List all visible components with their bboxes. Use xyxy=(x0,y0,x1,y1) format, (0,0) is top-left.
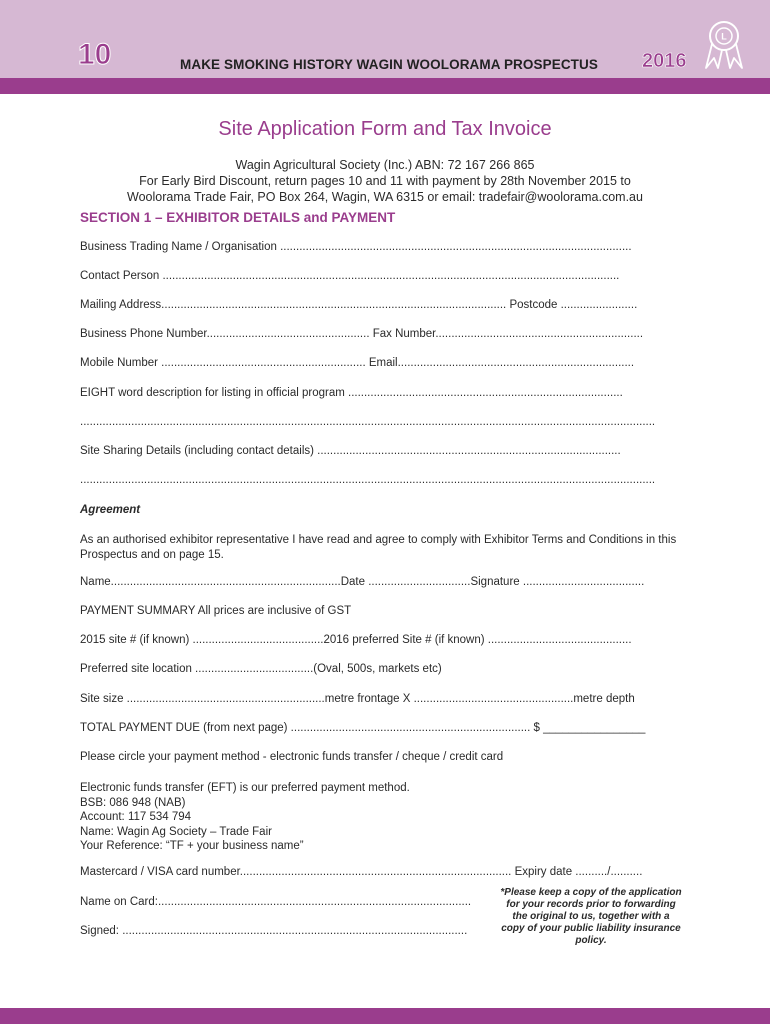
description-field[interactable]: EIGHT word description for listing in official program ...................................................................................... xyxy=(80,387,623,399)
eft-preferred: Electronic funds transfer (EFT) is our preferred payment method. xyxy=(80,782,410,794)
intro-abn: Wagin Agricultural Society (Inc.) ABN: 72 167 266 865 xyxy=(235,158,535,172)
logo-letter: L xyxy=(721,31,727,42)
eft-bsb: BSB: 086 948 (NAB) xyxy=(80,796,186,809)
agreement-heading: Agreement xyxy=(80,504,141,516)
description-continuation[interactable]: .................................................................................................................................................................................... xyxy=(80,416,656,428)
site-numbers-field[interactable]: 2015 site # (if known) .........................................2016 preferred Site # (if known) ............................................. xyxy=(80,634,632,646)
total-payment-field[interactable]: TOTAL PAYMENT DUE (from next page) ........................................................................... $ ________________ xyxy=(80,722,646,734)
eft-account: Account: 117 534 794 xyxy=(80,811,192,823)
eft-details xyxy=(80,781,680,854)
woolorama-logo xyxy=(702,18,746,70)
page-number: 10 xyxy=(78,38,112,71)
intro-block xyxy=(0,157,770,205)
agreement-text: As an authorised exhibitor representative I have read and agree to comply with Exhibitor Terms and Conditions in this Prospectus and on page 15. xyxy=(80,534,677,561)
footer-bar xyxy=(0,1008,770,1024)
copy-note: *Please keep a copy of the application for your records prior to forwarding the original to us, together with a copy of your public liability insurance policy. xyxy=(500,887,682,946)
header-year: 2016 xyxy=(642,50,687,72)
site-size-field[interactable]: Site size ..............................................................metre frontage X ..................................................metre depth xyxy=(80,693,635,705)
eft-reference: Your Reference: “TF + your business name” xyxy=(80,840,304,852)
intro-address: Woolorama Trade Fair, PO Box 264, Wagin, WA 6315 or email: tradefair@woolorama.com.au xyxy=(127,190,643,204)
form-title: Site Application Form and Tax Invoice xyxy=(218,118,552,140)
intro-early-bird: For Early Bird Discount, return pages 10 and 11 with payment by 28th November 2015 to xyxy=(139,174,631,188)
preferred-location-field[interactable]: Preferred site location .....................................(Oval, 500s, markets etc) xyxy=(80,663,442,675)
card-number-field[interactable]: Mastercard / VISA card number..................................................................................... Expiry date ........../.......... xyxy=(80,866,643,878)
site-sharing-field[interactable]: Site Sharing Details (including contact details) ............................................................................................... xyxy=(80,445,621,457)
contact-person-field[interactable]: Contact Person ............................................................................................................................................... xyxy=(80,270,620,282)
signed-field[interactable]: Signed: ............................................................................................................ xyxy=(80,925,468,937)
mobile-email-field[interactable]: Mobile Number ................................................................ Email.......................................................................... xyxy=(80,357,635,369)
header-stripe xyxy=(0,78,770,94)
payment-summary: PAYMENT SUMMARY All prices are inclusive of GST xyxy=(80,605,352,617)
eft-name: Name: Wagin Ag Society – Trade Fair xyxy=(80,825,272,838)
site-sharing-continuation[interactable]: .................................................................................................................................................................................... xyxy=(80,474,656,486)
mailing-address-field[interactable]: Mailing Address............................................................................................................ Postcode ........................ xyxy=(80,299,638,311)
signature-line[interactable]: Name........................................................................Date ................................Signature ...................................... xyxy=(80,576,645,588)
name-on-card-field[interactable]: Name on Card:.................................................................................................. xyxy=(80,896,472,908)
header-title: MAKE SMOKING HISTORY WAGIN WOOLORAMA PROSPECTUS xyxy=(180,57,598,72)
section-1-title: SECTION 1 – EXHIBITOR DETAILS and PAYMENT xyxy=(80,210,396,225)
phone-fax-field[interactable]: Business Phone Number................................................... Fax Number................................................................. xyxy=(80,328,644,340)
payment-method[interactable]: Please circle your payment method - electronic funds transfer / cheque / credit card xyxy=(80,751,504,763)
business-name-field[interactable]: Business Trading Name / Organisation .............................................................................................................. xyxy=(80,241,632,253)
